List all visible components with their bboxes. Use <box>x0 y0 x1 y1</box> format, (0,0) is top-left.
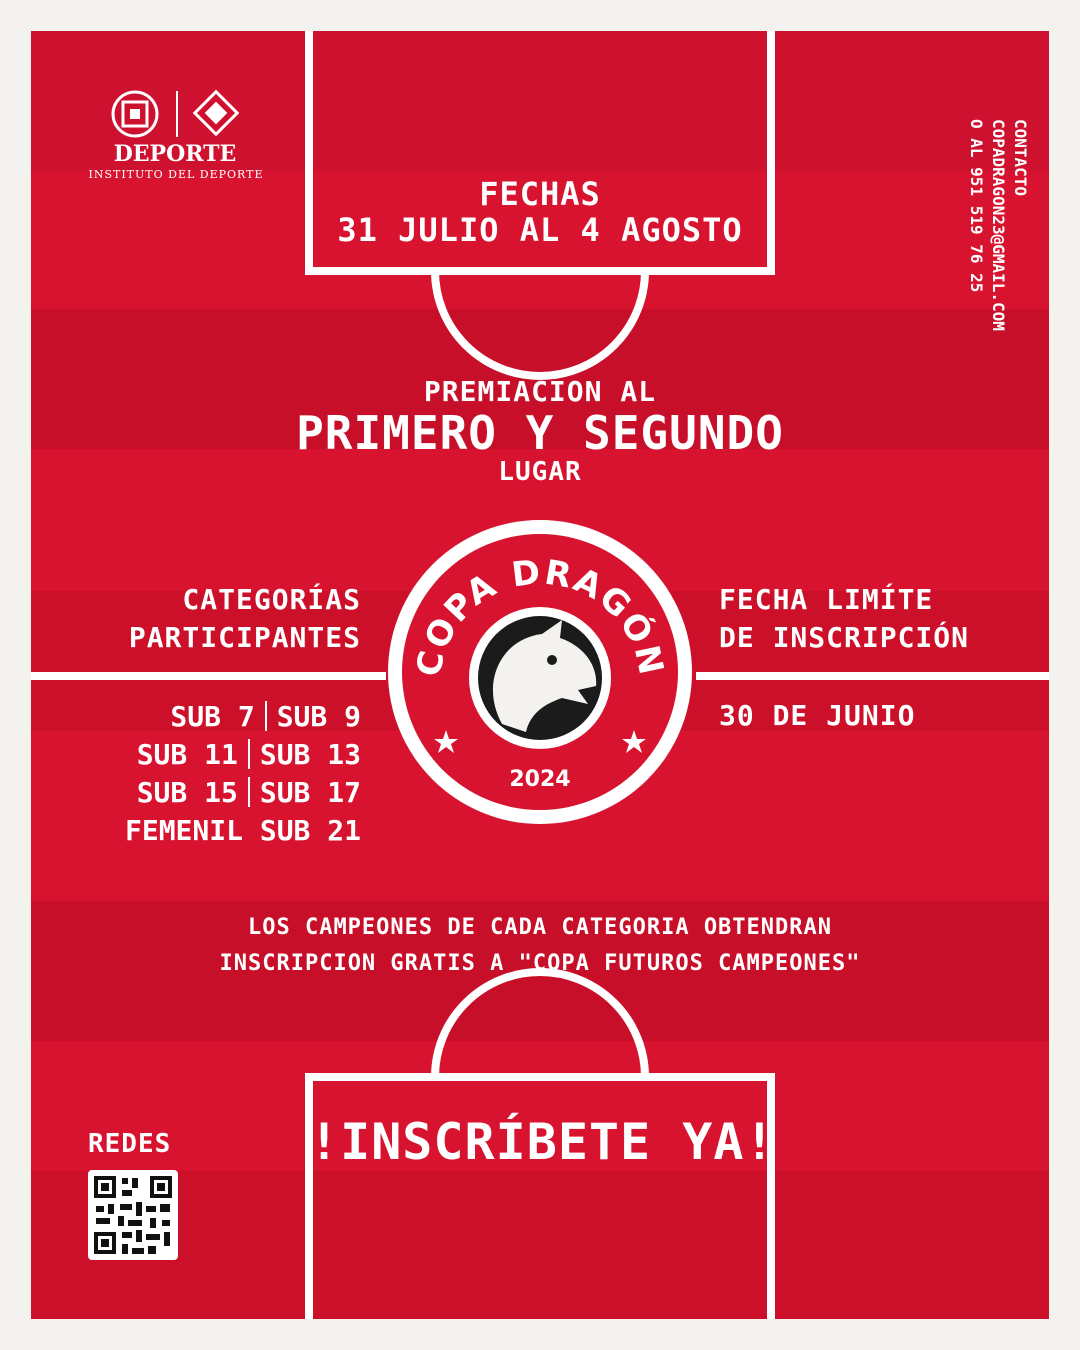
dragon-head-icon <box>469 607 611 749</box>
deadline-heading-line1: FECHA LIMÍTE <box>719 583 934 616</box>
prizes-line3: LUGAR <box>498 457 582 487</box>
category-row <box>61 735 361 773</box>
categories-heading-line1: CATEGORÍAS <box>182 583 361 616</box>
category-row <box>61 773 361 811</box>
category-item: SUB 15 <box>136 775 238 809</box>
deadline-date: 30 DE JUNIO <box>719 699 916 732</box>
star-icon <box>622 730 646 753</box>
category-row <box>61 697 361 735</box>
category-item: SUB 17 <box>259 775 361 809</box>
prizes-line1: PREMIACION AL <box>423 375 657 408</box>
dates-range: 31 JULIO AL 4 AGOSTO <box>337 211 743 249</box>
category-row <box>61 811 361 849</box>
categories-list <box>61 697 361 849</box>
prizes-line2: PRIMERO Y SEGUNDO <box>296 406 784 460</box>
register-cta[interactable]: !INSCRÍBETE YA! <box>309 1113 776 1171</box>
logo-institute: INSTITUTO DEL DEPORTE <box>88 168 264 181</box>
badge-year: 2024 <box>509 767 571 792</box>
contact-block <box>965 119 1031 331</box>
badge-name: COPA DRAGÓN <box>408 552 672 680</box>
institute-emblem-icon <box>195 92 237 134</box>
category-divider <box>248 739 250 769</box>
qr-code-icon[interactable] <box>88 1170 178 1260</box>
poster <box>31 31 1049 1319</box>
contact-heading: CONTACTO <box>1011 119 1030 197</box>
copa-dragon-badge <box>402 534 678 810</box>
category-item: SUB 7 <box>170 699 255 733</box>
dates-heading: FECHAS <box>479 175 601 213</box>
category-item: SUB 13 <box>259 737 361 771</box>
top-penalty-arc <box>435 271 645 376</box>
champions-line1: LOS CAMPEONES DE CADA CATEGORIA OBTENDRAN <box>247 915 833 940</box>
category-item: SUB 11 <box>136 737 238 771</box>
category-divider <box>248 777 250 807</box>
contact-phone[interactable]: O AL 951 519 76 25 <box>967 119 986 293</box>
government-crest-icon <box>109 89 239 139</box>
category-divider <box>265 701 267 731</box>
social-label: REDES <box>88 1129 172 1159</box>
category-item: SUB 9 <box>276 699 361 733</box>
logo-brand: DEPORTE <box>113 141 237 167</box>
deadline-heading-line2: DE INSCRIPCIÓN <box>719 621 970 654</box>
bottom-penalty-arc <box>435 972 645 1077</box>
star-icon <box>434 730 458 753</box>
champions-line2: INSCRIPCION GRATIS A "COPA FUTUROS CAMPEONES" <box>219 951 861 976</box>
contact-email[interactable]: COPADRAGON23@GMAIL.COM <box>989 119 1008 331</box>
category-item: FEMENIL SUB 21 <box>124 813 361 847</box>
categories-heading-line2: PARTICIPANTES <box>128 621 361 654</box>
